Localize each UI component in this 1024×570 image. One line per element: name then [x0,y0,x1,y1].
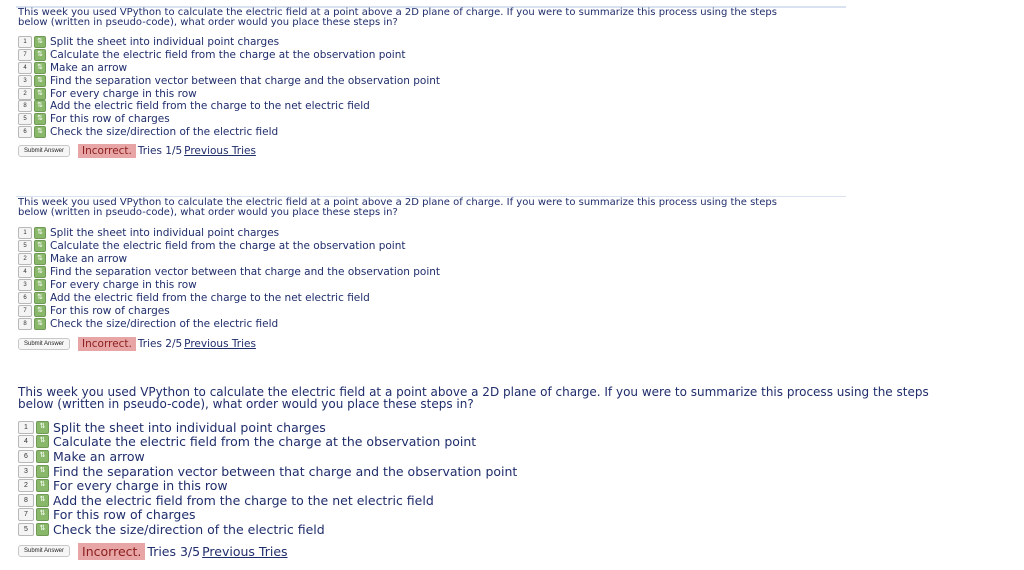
drag-handle-icon[interactable] [36,435,49,448]
order-select[interactable]: 6 [18,292,32,304]
question-text [18,198,777,218]
step-item[interactable] [18,239,777,252]
tries-count: Tries 3/5 [147,543,201,559]
order-select[interactable]: 8 [18,100,32,112]
step-item[interactable] [18,36,777,49]
step-item[interactable] [18,252,777,265]
order-select[interactable]: 4 [18,435,34,448]
step-item[interactable] [18,113,777,126]
order-select[interactable]: 3 [18,75,32,87]
question-text [18,386,929,410]
step-item[interactable] [18,305,777,318]
step-item[interactable] [18,291,777,304]
submit-row [18,337,777,351]
drag-handle-icon[interactable] [36,479,49,492]
drag-handle-icon[interactable] [36,494,49,507]
step-item[interactable] [18,435,929,450]
step-item[interactable] [18,522,929,537]
order-select[interactable]: 4 [18,266,32,278]
order-select[interactable]: 1 [18,36,32,48]
step-label: Add the electric field from the charge to the net electric field [50,100,370,113]
step-label: Make an arrow [50,61,128,74]
submit-answer-button[interactable]: Submit Answer [18,338,70,350]
order-select[interactable]: 8 [18,318,32,330]
step-item[interactable] [18,449,929,464]
step-item[interactable] [18,464,929,479]
step-label: Find the separation vector between that charge and the observation point [53,463,518,479]
question-line-2: below (written in pseudo-code), what order would you place these steps in? [18,207,398,218]
drag-handle-icon[interactable] [34,227,46,239]
drag-handle-icon[interactable] [34,62,46,74]
step-label: Check the size/direction of the electric field [50,318,279,331]
question-line-2: below (written in pseudo-code), what order would you place these steps in? [18,17,398,28]
step-label: For this row of charges [53,507,196,523]
step-item[interactable] [18,478,929,493]
question-line-1: This week you used VPython to calculate the electric field at a point above a 2D plane of charge. If you were to summarize this process using the steps [18,197,777,208]
question-line-2: below (written in pseudo-code), what order would you place these steps in? [18,397,474,411]
drag-handle-icon[interactable] [36,450,49,463]
submit-row [18,543,929,560]
step-label: For this row of charges [50,305,170,318]
drag-handle-icon[interactable] [36,523,49,536]
status-badge: Incorrect. [78,144,136,158]
previous-tries-link[interactable]: Previous Tries [202,543,288,559]
previous-tries-link[interactable]: Previous Tries [184,145,256,158]
step-label: Find the separation vector between that charge and the observation point [50,265,441,278]
step-item[interactable] [18,278,777,291]
drag-handle-icon[interactable] [34,49,46,61]
question-text [18,8,777,28]
step-label: Calculate the electric field from the charge at the observation point [50,239,406,252]
step-label: Calculate the electric field from the charge at the observation point [50,49,406,62]
question-block-2 [18,198,777,351]
step-label: Check the size/direction of the electric field [53,521,325,537]
order-select[interactable]: 6 [18,450,34,463]
order-select[interactable]: 2 [18,253,32,265]
order-select[interactable]: 5 [18,240,32,252]
drag-handle-icon[interactable] [34,113,46,125]
step-label: Make an arrow [53,448,145,464]
drag-handle-icon[interactable] [34,253,46,265]
order-select[interactable]: 1 [18,421,34,434]
submit-answer-button[interactable]: Submit Answer [18,145,70,157]
status-badge: Incorrect. [78,543,145,560]
submit-answer-button[interactable]: Submit Answer [18,545,70,557]
step-item[interactable] [18,318,777,331]
order-select[interactable]: 5 [18,523,34,536]
step-item[interactable] [18,49,777,62]
drag-handle-icon[interactable] [34,88,46,100]
order-select[interactable]: 3 [18,279,32,291]
step-item[interactable] [18,508,929,523]
previous-tries-link[interactable]: Previous Tries [184,337,256,350]
step-label: For every charge in this row [50,278,197,291]
order-select[interactable]: 7 [18,49,32,61]
step-label: Split the sheet into individual point charges [53,419,326,435]
drag-handle-icon[interactable] [36,465,49,478]
step-label: Split the sheet into individual point charges [50,226,280,239]
step-item[interactable] [18,420,929,435]
step-label: Calculate the electric field from the charge at the observation point [53,434,477,450]
question-line-1: This week you used VPython to calculate the electric field at a point above a 2D plane of charge. If you were to summarize this process using the steps [18,7,777,18]
step-item[interactable] [18,100,777,113]
drag-handle-icon[interactable] [36,421,49,434]
question-block-3 [18,386,929,560]
order-select[interactable]: 2 [18,88,32,100]
order-select[interactable]: 8 [18,494,34,507]
order-select[interactable]: 7 [18,305,32,317]
step-item[interactable] [18,126,777,139]
order-select[interactable]: 1 [18,227,32,239]
question-line-1: This week you used VPython to calculate the electric field at a point above a 2D plane of charge. If you were to summarize this process using the steps [18,385,929,399]
step-label: Add the electric field from the charge to the net electric field [50,292,370,305]
drag-handle-icon[interactable] [34,100,46,112]
order-select[interactable]: 5 [18,113,32,125]
step-label: For every charge in this row [53,478,228,494]
step-list [18,226,777,331]
step-label: For every charge in this row [50,87,197,100]
order-select[interactable]: 6 [18,126,32,138]
order-select[interactable]: 2 [18,479,34,492]
status-badge: Incorrect. [78,337,136,351]
step-item[interactable] [18,265,777,278]
drag-handle-icon[interactable] [34,279,46,291]
drag-handle-icon[interactable] [34,126,46,138]
drag-handle-icon[interactable] [36,508,49,521]
drag-handle-icon[interactable] [34,240,46,252]
step-label: For this row of charges [50,113,170,126]
step-item[interactable] [18,74,777,87]
step-list [18,36,777,138]
order-select[interactable]: 3 [18,465,34,478]
step-label: Make an arrow [50,252,128,265]
drag-handle-icon[interactable] [34,75,46,87]
step-item[interactable] [18,87,777,100]
drag-handle-icon[interactable] [34,292,46,304]
drag-handle-icon[interactable] [34,36,46,48]
order-select[interactable]: 7 [18,508,34,521]
drag-handle-icon[interactable] [34,305,46,317]
submit-row [18,144,777,158]
tries-count: Tries 2/5 [137,337,183,350]
step-item[interactable] [18,226,777,239]
step-list [18,420,929,537]
step-label: Split the sheet into individual point charges [50,36,280,49]
step-item[interactable] [18,62,777,75]
step-label: Add the electric field from the charge to the net electric field [53,492,434,508]
question-block-1 [18,8,777,158]
tries-count: Tries 1/5 [137,145,183,158]
order-select[interactable]: 4 [18,62,32,74]
step-label: Find the separation vector between that charge and the observation point [50,74,441,87]
step-item[interactable] [18,493,929,508]
drag-handle-icon[interactable] [34,266,46,278]
step-label: Check the size/direction of the electric field [50,125,279,138]
drag-handle-icon[interactable] [34,318,46,330]
